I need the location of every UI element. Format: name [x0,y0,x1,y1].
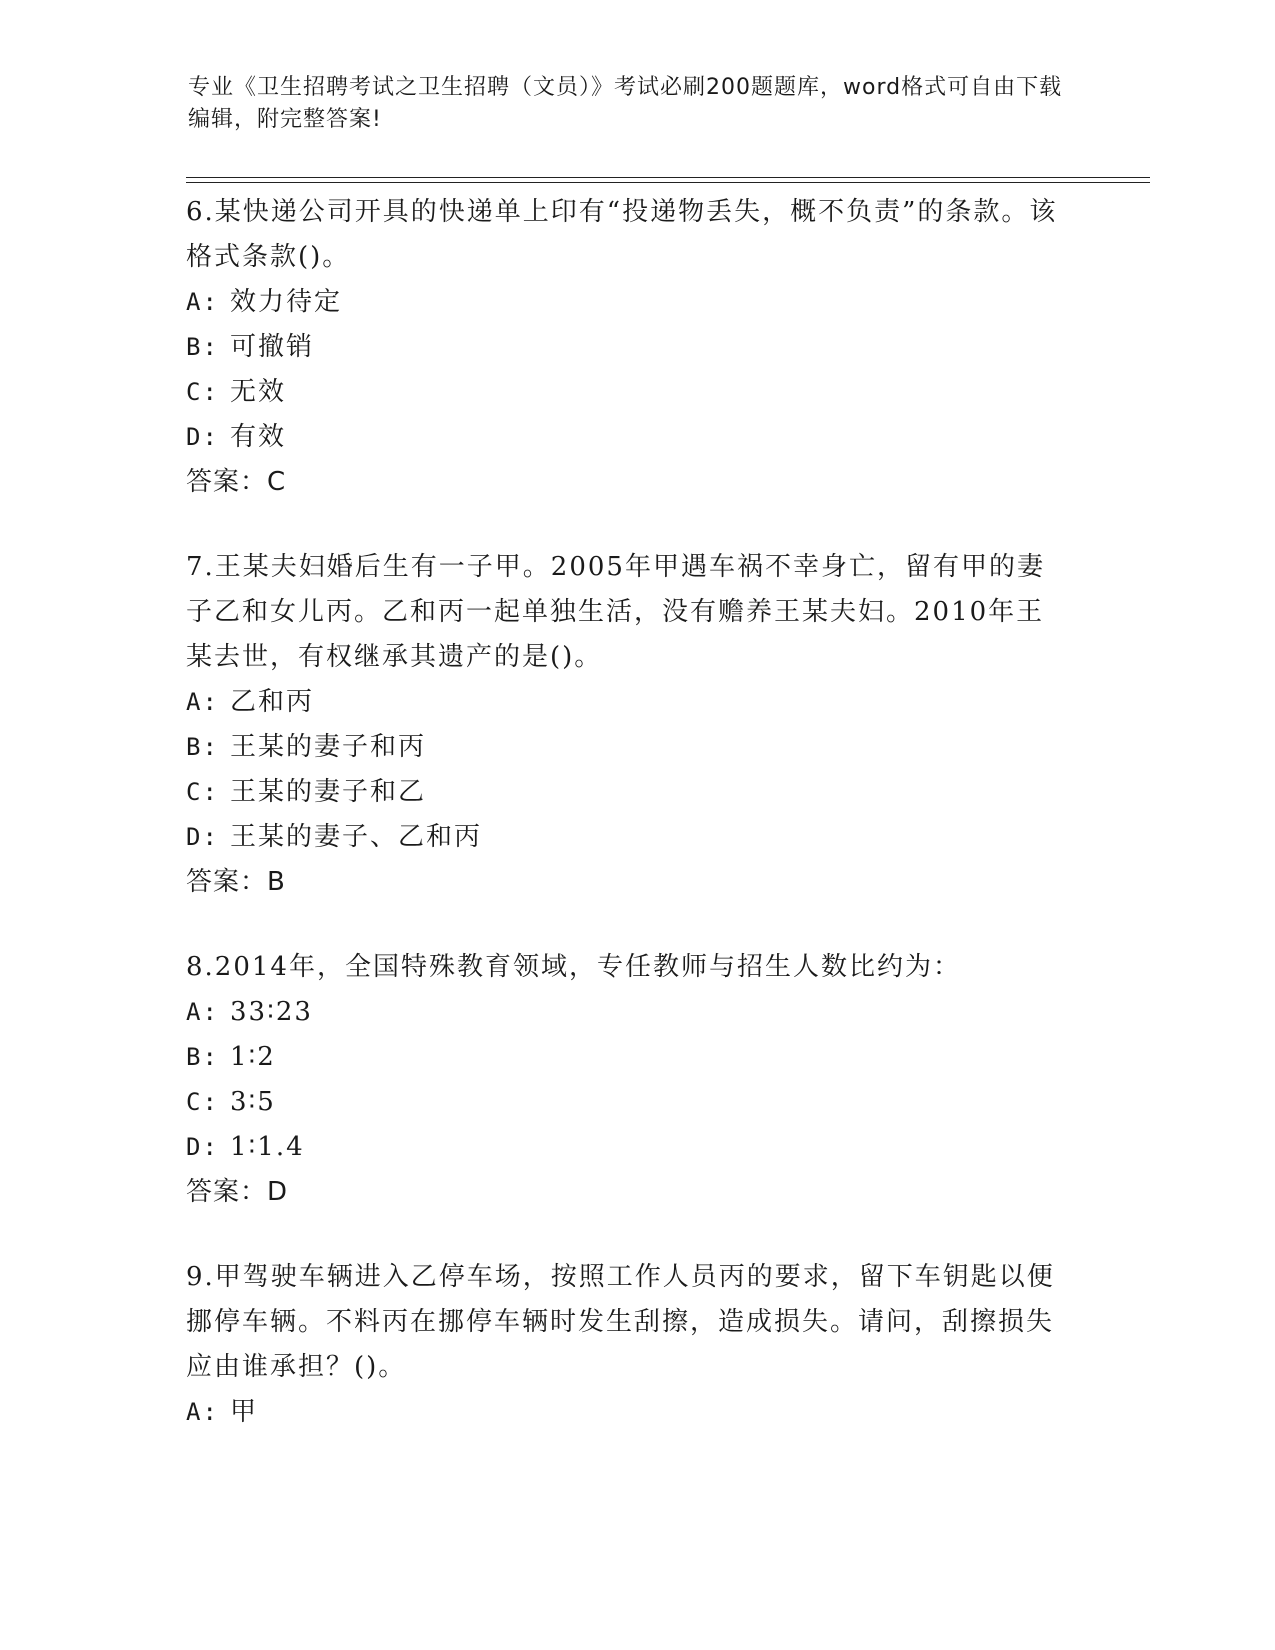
option-b [186,1035,1066,1080]
option-b [186,725,1066,770]
option-text: 王某的妻子和乙 [230,777,427,807]
option-a [186,1390,1066,1435]
option-text: 乙和丙 [230,687,315,717]
option-text: 1∶1.4 [230,1132,305,1162]
option-d [186,815,1066,860]
option-text: 无效 [230,377,287,407]
option-text: 3∶5 [230,1087,276,1117]
option-c [186,370,1066,415]
header-rule-bottom [186,182,1150,183]
option-letter: C: [186,1088,219,1116]
option-letter: A: [186,688,219,716]
option-letter: A: [186,288,219,316]
option-a [186,280,1066,325]
option-text: 王某的妻子、乙和丙 [230,822,483,852]
option-text: 王某的妻子和丙 [230,732,427,762]
option-letter: B: [186,733,219,761]
option-c [186,770,1066,815]
option-b [186,325,1066,370]
question-6 [186,190,1066,505]
option-text: 效力待定 [230,287,343,317]
option-text: 可撤销 [230,332,315,362]
document-header: 专业《卫生招聘考试之卫生招聘（文员）》考试必刷200题题库，word格式可自由下载编辑，附完整答案! [188,75,1063,132]
option-letter: D: [186,1133,219,1161]
option-letter: B: [186,333,219,361]
option-letter: A: [186,1398,219,1426]
question-stem: 7.王某夫妇婚后生有一子甲。2005年甲遇车祸不幸身亡，留有甲的妻子乙和女儿丙。乙和丙一起单独生活，没有赡养王某夫妇。2010年王某去世，有权继承其遗产的是()。 [186,552,1045,672]
option-text: 有效 [230,422,287,452]
option-letter: C: [186,778,219,806]
question-stem: 9.甲驾驶车辆进入乙停车场，按照工作人员丙的要求，留下车钥匙以便挪停车辆。不料丙在挪停车辆时发生刮擦，造成损失。请问，刮擦损失应由谁承担？()。 [186,1262,1055,1382]
option-letter: C: [186,378,219,406]
question-8 [186,945,1066,1215]
option-text: 甲 [230,1397,259,1427]
question-list [186,190,1066,1475]
question-9 [186,1255,1066,1435]
question-stem: 8.2014年，全国特殊教育领域，专任教师与招生人数比约为： [186,952,961,982]
question-stem: 6.某快递公司开具的快递单上印有“投递物丢失，概不负责”的条款。该格式条款()。 [186,197,1058,272]
option-letter: A: [186,998,219,1026]
option-letter: D: [186,423,219,451]
option-c [186,1080,1066,1125]
answer-line: 答案：D [186,1177,289,1207]
option-text: 1∶2 [230,1042,276,1072]
option-letter: D: [186,823,219,851]
option-d [186,1125,1066,1170]
header-rule-top [186,177,1150,178]
option-a [186,990,1066,1035]
option-letter: B: [186,1043,219,1071]
option-d [186,415,1066,460]
answer-line: 答案：C [186,467,287,497]
answer-line: 答案：B [186,867,286,897]
question-7 [186,545,1066,905]
option-a [186,680,1066,725]
option-text: 33∶23 [230,997,313,1027]
